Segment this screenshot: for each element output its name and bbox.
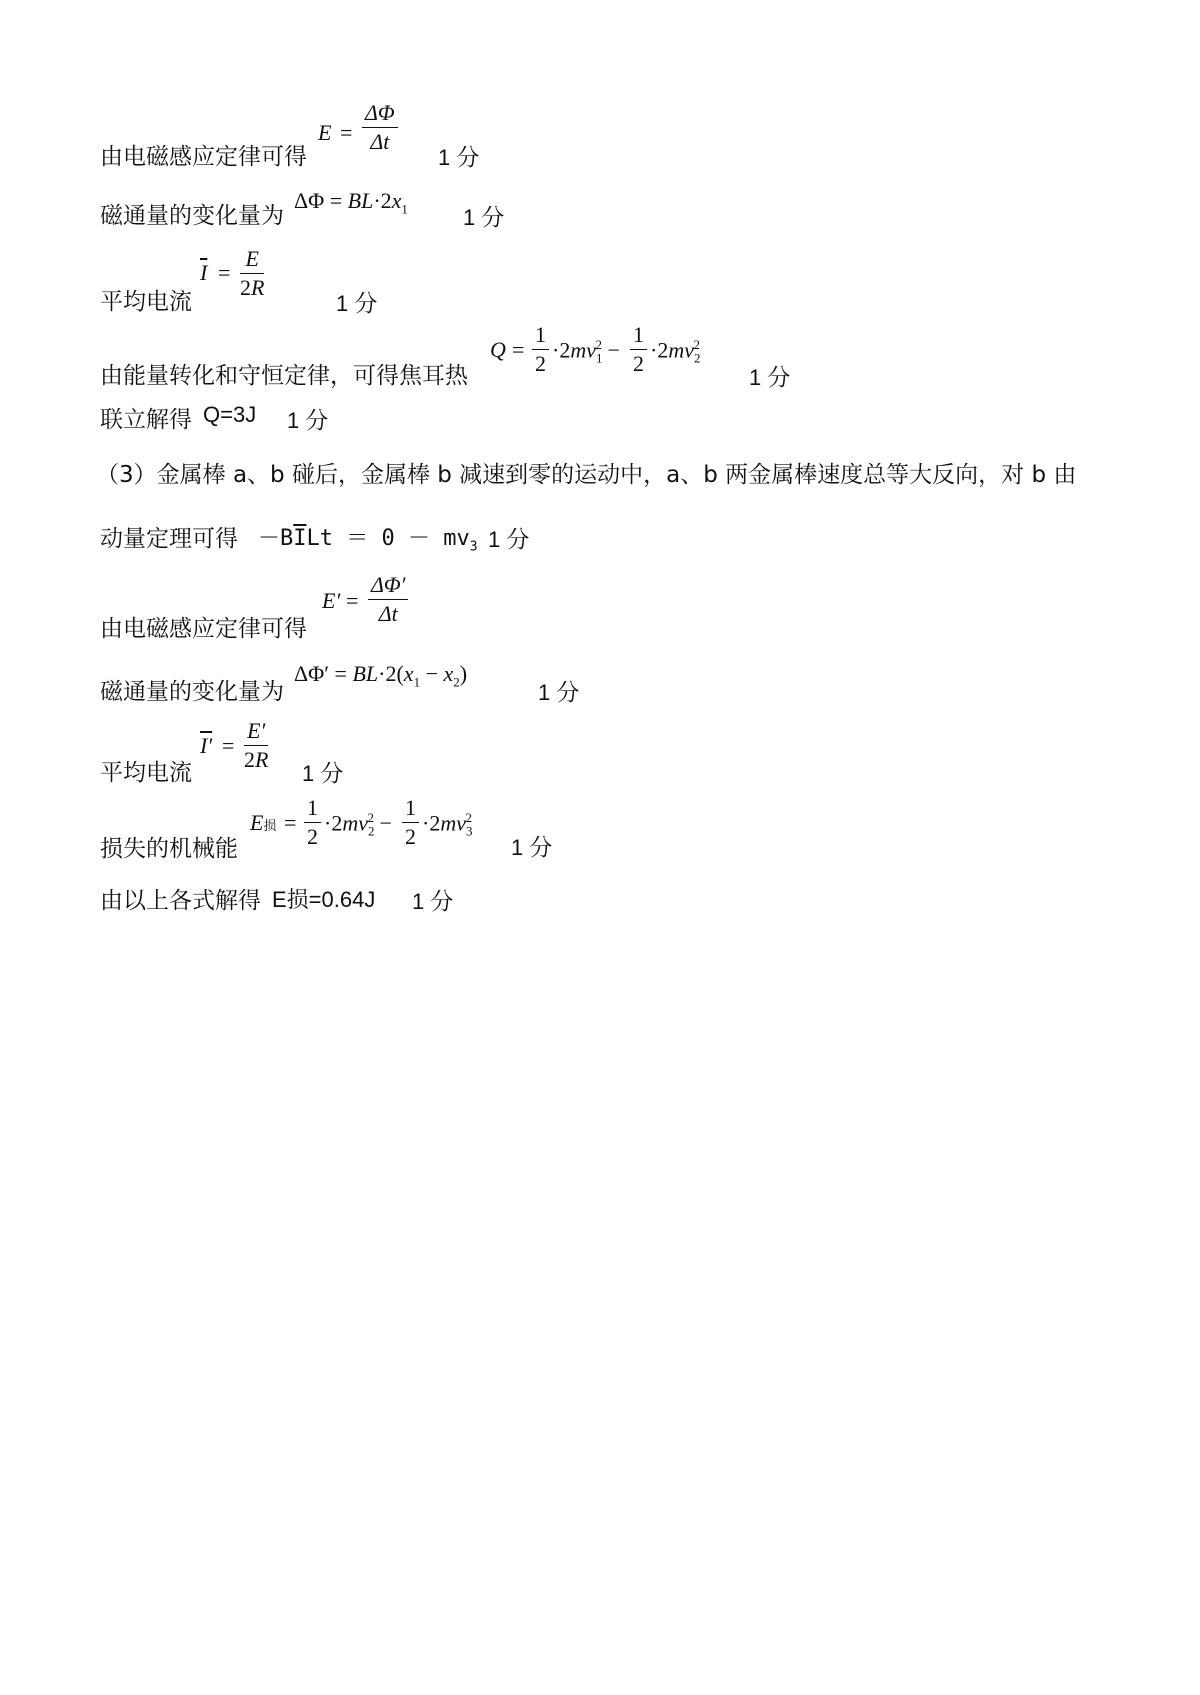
- line-7-text: 动量定理可得: [100, 526, 238, 552]
- line-9-text: 磁通量的变化量为: [100, 679, 284, 705]
- line-12-formula: E损=0.64J: [272, 887, 376, 912]
- line-7-formula: $-B\overline{I}Lt = 0 - mv_3$: [258, 526, 478, 555]
- line-7-score: 1 分: [488, 527, 530, 553]
- line-1-score: 1 分: [438, 145, 480, 171]
- line-10-text: 平均电流: [100, 760, 192, 786]
- line-4-text: 由能量转化和守恒定律，可得焦耳热: [100, 363, 468, 389]
- line-9-formula: $\Delta\Phi' = BL\cdot 2(x_1 - x_2)$: [294, 661, 468, 690]
- line-1-text: 由电磁感应定律可得: [100, 144, 307, 170]
- line-5-score: 1 分: [287, 408, 329, 434]
- line-5-text: 联立解得: [100, 407, 192, 433]
- line-6-text: （3）金属棒 a、b 碰后，金属棒 b 减速到零的运动中，a、b 两金属棒速度总等大反向，对 b 由: [96, 462, 1077, 488]
- line-12-text: 由以上各式解得: [100, 888, 261, 914]
- line-2-score: 1 分: [463, 205, 505, 231]
- line-10-score: 1 分: [302, 761, 344, 787]
- line-11-text: 损失的机械能: [100, 836, 238, 862]
- line-2-formula: $\Delta\Phi = BL\cdot 2x_1$: [294, 188, 408, 217]
- line-12-score: 1 分: [412, 889, 454, 915]
- line-11-score: 1 分: [511, 835, 553, 861]
- line-3-score: 1 分: [336, 291, 378, 317]
- line-9-score: 1 分: [538, 680, 580, 706]
- line-5-formula: Q=3J: [203, 402, 257, 427]
- line-3-text: 平均电流: [100, 289, 192, 315]
- line-4-score: 1 分: [749, 365, 791, 391]
- line-8-text: 由电磁感应定律可得: [100, 616, 307, 642]
- line-2-text: 磁通量的变化量为: [100, 203, 284, 229]
